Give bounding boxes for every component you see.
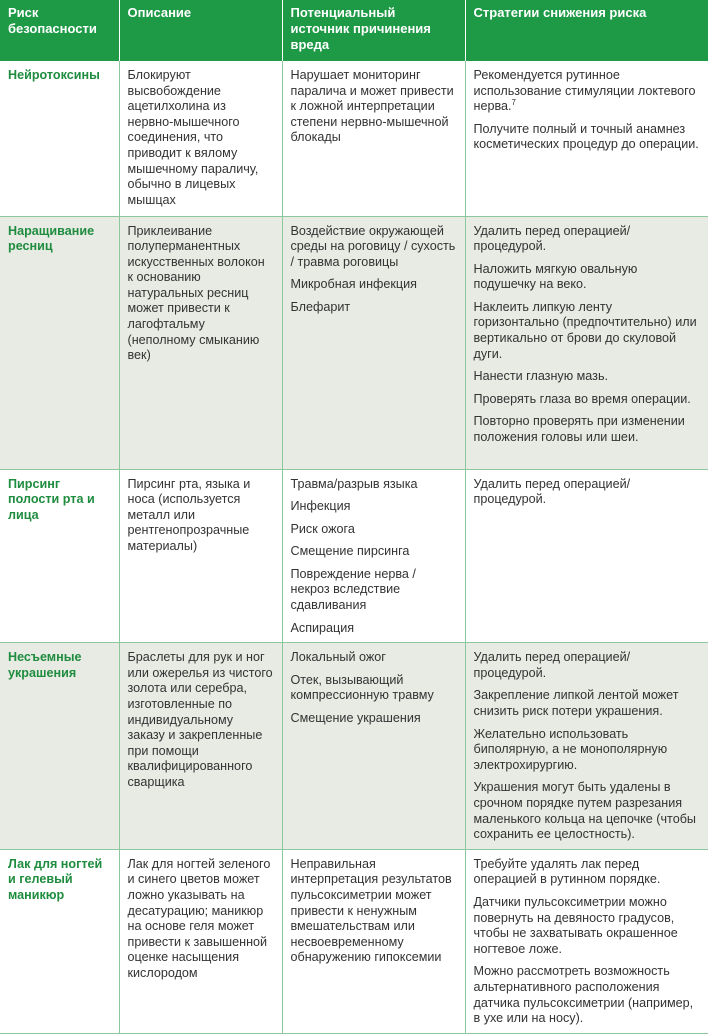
strategy-item: Удалить перед операцией/ процедурой. [473, 223, 631, 254]
strategy-item: Наклеить липкую ленту горизонтально (предпочтительно) или вертикально от брови до скуловой дуги. [473, 299, 697, 361]
header-source: Потенциальный источник причинения вреда [282, 0, 465, 61]
strategy-item: Желательно использовать биполярную, а не монополярную электрохирургию. [473, 726, 668, 772]
harm-sources [282, 216, 465, 469]
harm-source-item: Локальный ожог [290, 650, 386, 665]
mitigation-strategies [465, 61, 708, 216]
mitigation-strategies [465, 849, 708, 1033]
harm-source-item: Смещение пирсинга [290, 544, 410, 559]
harm-source-item: Риск ожога [290, 521, 355, 536]
harm-sources [282, 61, 465, 216]
harm-source-item: Воздействие окружающей среды на роговицу / сухость / травма роговицы [290, 223, 456, 269]
header-strategies: Стратегии снижения риска [465, 0, 708, 61]
strategy-item: Удалить перед операцией/ процедурой. [473, 650, 631, 680]
strategy-item: Рекомендуется рутинное использование стимуляции локтевого нерва.$^7$ [473, 68, 696, 114]
risk-name: Нейротоксины [0, 61, 119, 216]
harm-source-item: Инфекция [290, 499, 351, 514]
harm-source-item: Нарушает мониторинг паралича и может привести к ложной интерпретации степени нервно-мышечной блокады [290, 68, 454, 145]
strategy-item: Украшения могут быть удалены в срочном порядке путем разрезания маленького кольца на цепочке (чтобы сохранить ее целостность). [473, 780, 696, 842]
strategy-item: Получите полный и точный анамнез косметических процедур до операции. [473, 121, 699, 152]
table-row [0, 643, 708, 850]
harm-source-item: Неправильная интерпретация результатов пульсоксиметрии может привести к ненужным вмешательствам или несвоевременному обнаружению гипоксемии [290, 856, 452, 965]
harm-sources [282, 643, 465, 850]
strategy-item: Требуйте удалять лак перед операцией в рутинном порядке. [473, 856, 661, 887]
risk-name: Наращивание ресниц [0, 216, 119, 469]
harm-source-item: Аспирация [290, 620, 355, 635]
table-header [0, 0, 708, 61]
strategy-item: Удалить перед операцией/ процедурой. [473, 476, 631, 507]
risk-name: Лак для ногтей и гелевый маникюр [0, 849, 119, 1033]
strategy-item: Повторно проверять при изменении положения головы или шеи. [473, 414, 685, 445]
risk-description: Приклеивание полуперманентных искусственных волокон к основанию натуральных ресниц может привести к лагофтальму (неполному смыканию век) [119, 216, 282, 469]
strategy-item: Наложить мягкую овальную подушечку на веко. [473, 261, 638, 292]
harm-source-item: Смещение украшения [290, 711, 421, 726]
table-row [0, 61, 708, 216]
harm-source-item: Микробная инфекция [290, 277, 417, 292]
table-row [0, 216, 708, 469]
header-risk: Риск безопасности [0, 0, 119, 61]
header-description: Описание [119, 0, 282, 61]
strategy-item: Датчики пульсоксиметрии можно повернуть на девяносто градусов, чтобы не захватывать окрашенное ногтевое ложе. [473, 894, 678, 956]
harm-source-item: Травма/разрыв языка [290, 476, 418, 491]
risk-description: Пирсинг рта, языка и носа (используется металл или рентгенопрозрачные материалы) [119, 469, 282, 643]
harm-source-item: Отек, вызывающий компрессионную травму [290, 672, 434, 703]
table-row [0, 469, 708, 643]
risk-description: Браслеты для рук и ног или ожерелья из чистого золота или серебра, изготовленные по индивидуальному заказу и закрепленные при помощи квалифицированного сварщика [119, 643, 282, 850]
strategy-item: Нанести глазную мазь. [473, 369, 609, 384]
risk-name: Несъемные украшения [0, 643, 119, 850]
risk-name: Пирсинг полости рта и лица [0, 469, 119, 643]
strategy-item: Проверять глаза во время операции. [473, 391, 691, 406]
footnote-ref: 7 [511, 98, 516, 107]
harm-sources [282, 469, 465, 643]
harm-source-item: Повреждение нерва / некроз вследствие сдавливания [290, 566, 416, 613]
harm-sources [282, 849, 465, 1033]
table-row [0, 849, 708, 1033]
risk-description: Блокируют высвобождение ацетилхолина из нервно-мышечного соединения, что приводит к вялому мышечному параличу, обычно в лицевых мышцах [119, 61, 282, 216]
harm-source-item: Блефарит [290, 299, 351, 314]
mitigation-strategies [465, 469, 708, 643]
mitigation-strategies [465, 216, 708, 469]
risk-description: Лак для ногтей зеленого и синего цветов может ложно указывать на десатурацию; маникюр на основе геля может привести к завышенной оценке насыщения кислородом [119, 849, 282, 1033]
mitigation-strategies [465, 643, 708, 850]
strategy-item: Закрепление липкой лентой может снизить риск потери украшения. [473, 688, 679, 719]
strategy-item: Можно рассмотреть возможность альтернативного расположения датчика пульсоксиметрии (например, в ухе или на носу). [473, 964, 694, 1026]
